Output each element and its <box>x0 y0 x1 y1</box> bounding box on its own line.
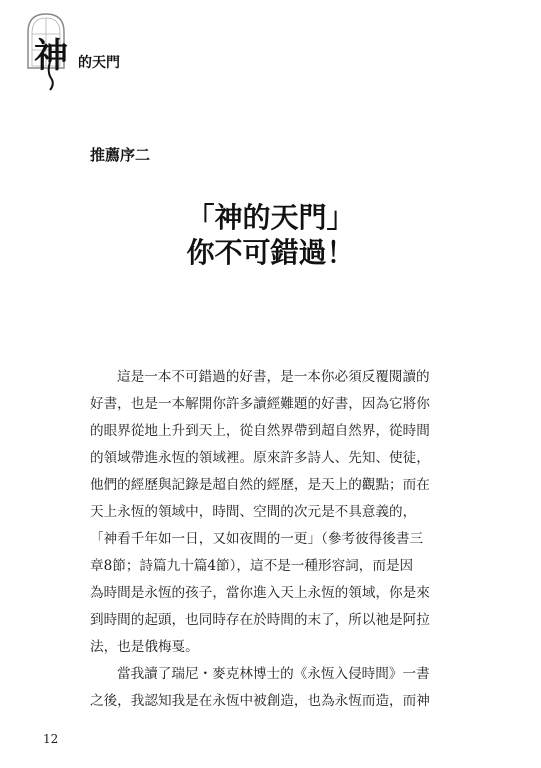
header-book-title: 的天門 <box>78 55 120 71</box>
text-line: 章8節；詩篇九十篇4節），這不是一種形容詞，而是因 <box>90 558 414 574</box>
logo-calligraphy-char: 神 <box>34 36 68 76</box>
section-label: 推薦序二 <box>90 146 151 164</box>
title-line-1: 「神的天門」 <box>186 201 355 234</box>
text-line: 「神看千年如一日，又如夜間的一更」（參考彼得後書三 <box>90 531 424 547</box>
paragraph-2 <box>90 661 456 715</box>
text-line: 當我讀了瑞尼・麥克林博士的《永恆入侵時間》一書 <box>117 666 430 682</box>
page-number: 12 <box>43 732 59 746</box>
book-logo <box>20 10 120 92</box>
text-line: 的領域帶進永恆的領域裡。原來許多詩人、先知、使徒， <box>90 450 430 466</box>
text-line: 好書，也是一本解開你許多讀經難題的好書，因為它將你 <box>90 396 430 412</box>
title-line-2: 你不可錯過！ <box>186 236 355 269</box>
text-line: 的眼界從地上升到天上，從自然界帶到超自然界，從時間 <box>90 423 430 439</box>
text-line: 天上永恆的領域中，時間、空間的次元是不具意義的， <box>90 504 417 520</box>
text-line: 他們的經歷與記錄是超自然的經歷，是天上的觀點；而在 <box>90 477 430 493</box>
text-line: 到時間的起頭，也同時存在於時間的末了，所以祂是阿拉 <box>90 612 430 628</box>
text-line: 這是一本不可錯過的好書，是一本你必須反覆閱讀的 <box>117 369 430 385</box>
body-text <box>90 364 456 715</box>
text-line: 法，也是俄梅戛。 <box>90 639 199 655</box>
paragraph-1 <box>90 364 456 661</box>
text-line: 之後，我認知我是在永恆中被創造，也為永恆而造，而神 <box>90 693 430 709</box>
text-line: 為時間是永恆的孩子，當你進入天上永恆的領域，你是來 <box>90 585 430 601</box>
